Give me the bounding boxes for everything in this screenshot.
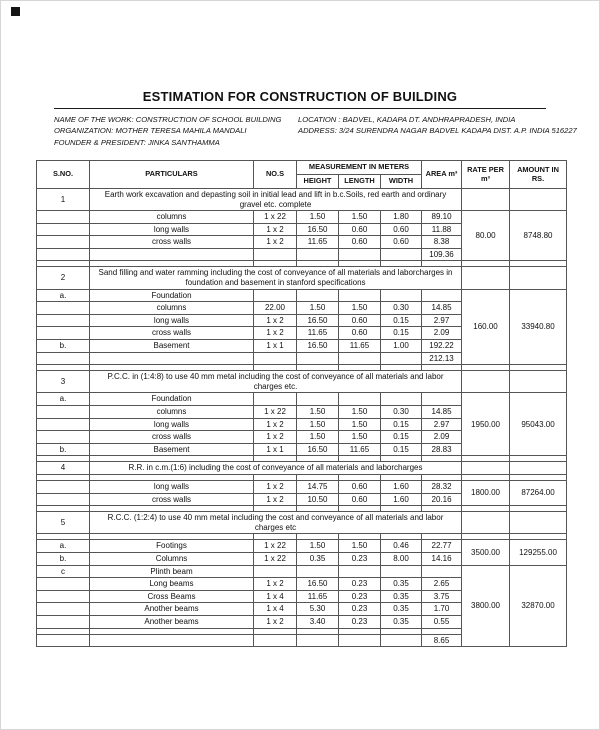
cell: 0.23 [339, 552, 381, 565]
cell: 1 x 2 [254, 480, 297, 493]
cell: 1 x 2 [254, 418, 297, 431]
header-area: AREA m³ [422, 161, 462, 189]
cell [462, 512, 510, 534]
meta-address: ADDRESS: 3/24 SURENDRA NAGAR BADVEL KADAPA DIST. A.P. INDIA 516227 [298, 126, 577, 136]
cell: Sand filling and water ramming including the cost of conveyance of all materials and laborcharges in foundation and basement in stanford specifications [90, 267, 462, 289]
header-particulars: PARTICULARS [90, 161, 254, 189]
cell: 1 x 1 [254, 443, 297, 456]
cell: 0.23 [339, 590, 381, 603]
cell: 16.50 [297, 443, 339, 456]
cell: 1 x 2 [254, 578, 297, 591]
row-s5-plinth-beam [37, 565, 567, 578]
cell: 1.50 [297, 302, 339, 315]
estimation-table [36, 160, 567, 647]
cell: 1 x 4 [254, 603, 297, 616]
cell: 0.60 [339, 236, 381, 249]
row-s4-long-walls [37, 480, 567, 493]
cell [254, 289, 297, 302]
cell: 2 [37, 267, 90, 289]
cell: 1.60 [381, 480, 422, 493]
row-s4-desc [37, 462, 567, 475]
cell [37, 352, 90, 365]
table-header [37, 161, 567, 189]
cell: 1 x 22 [254, 406, 297, 419]
cell: 1.60 [381, 493, 422, 506]
cell [90, 248, 254, 261]
cell: cross walls [90, 327, 254, 340]
cell: Basement [90, 340, 254, 353]
cell: 0.23 [339, 603, 381, 616]
header-amount: AMOUNT IN RS. [510, 161, 567, 189]
cell: 28.83 [422, 443, 462, 456]
cell: 33940.80 [510, 289, 567, 365]
cell: 1 x 22 [254, 540, 297, 553]
cell: 1 [37, 188, 90, 210]
document-content [1, 1, 599, 647]
cell: 1.50 [339, 418, 381, 431]
cell: 8.00 [381, 552, 422, 565]
cell: Columns [90, 552, 254, 565]
header-length: LENGTH [339, 175, 381, 189]
cell: 32870.00 [510, 565, 567, 647]
cell: 1.00 [381, 340, 422, 353]
cell: 1.50 [297, 431, 339, 444]
cell [297, 565, 339, 578]
cell: 0.60 [339, 480, 381, 493]
cell: 22.77 [422, 540, 462, 553]
cell: 0.35 [381, 615, 422, 628]
row-s2-desc [37, 267, 567, 289]
cell [462, 462, 510, 475]
cell [254, 565, 297, 578]
document-meta [54, 114, 577, 148]
cell: 1800.00 [462, 480, 510, 505]
cell: 5.30 [297, 603, 339, 616]
cell: 1.50 [339, 431, 381, 444]
cell: 0.15 [381, 418, 422, 431]
cell: 2.09 [422, 431, 462, 444]
cell: 16.50 [297, 223, 339, 236]
cell: 20.16 [422, 493, 462, 506]
cell: 1 x 2 [254, 431, 297, 444]
cell [381, 352, 422, 365]
cell [462, 267, 510, 289]
cell [37, 223, 90, 236]
cell: 0.15 [381, 443, 422, 456]
cell: 0.15 [381, 431, 422, 444]
cell: 0.30 [381, 302, 422, 315]
cell [339, 352, 381, 365]
cell: 28.32 [422, 480, 462, 493]
cell: 8.38 [422, 236, 462, 249]
cell: R.C.C. (1:2:4) to use 40 mm metal including the cost and conveyance of all materials and labor charges etc [90, 512, 462, 534]
cell: 11.65 [339, 340, 381, 353]
cell: 1 x 22 [254, 552, 297, 565]
cell: 0.46 [381, 540, 422, 553]
cell [254, 393, 297, 406]
cell: 212.13 [422, 352, 462, 365]
cell: 1 x 2 [254, 314, 297, 327]
cell: Cross Beams [90, 590, 254, 603]
cell: R.R. in c.m.(1:6) including the cost of conveyance of all materials and laborcharges [90, 462, 462, 475]
corner-mark [11, 7, 20, 16]
cell: a. [37, 393, 90, 406]
cell: 0.55 [422, 615, 462, 628]
cell [422, 565, 462, 578]
cell [510, 188, 567, 210]
cell [37, 314, 90, 327]
cell [37, 603, 90, 616]
cell: 0.60 [339, 223, 381, 236]
cell [510, 371, 567, 393]
cell: 1950.00 [462, 393, 510, 456]
header-sno: S.NO. [37, 161, 90, 189]
cell: 1 x 2 [254, 236, 297, 249]
row-s2-foundation [37, 289, 567, 302]
cell: 14.85 [422, 406, 462, 419]
cell: cross walls [90, 236, 254, 249]
meta-organization: ORGANIZATION: MOTHER TERESA MAHILA MANDALI [54, 126, 247, 136]
cell: 0.15 [381, 314, 422, 327]
cell: 0.60 [381, 223, 422, 236]
cell [37, 418, 90, 431]
cell: 11.65 [297, 327, 339, 340]
cell [254, 352, 297, 365]
cell: b. [37, 443, 90, 456]
header-nos: NO.S [254, 161, 297, 189]
cell: 11.88 [422, 223, 462, 236]
header-row-1 [37, 161, 567, 175]
cell [339, 634, 381, 647]
cell [37, 590, 90, 603]
cell: 0.15 [381, 327, 422, 340]
cell: 11.65 [297, 590, 339, 603]
cell: b. [37, 340, 90, 353]
cell: a. [37, 289, 90, 302]
cell: 14.85 [422, 302, 462, 315]
cell [297, 634, 339, 647]
cell: Foundation [90, 393, 254, 406]
cell: Another beams [90, 603, 254, 616]
header-rate: RATE PER m³ [462, 161, 510, 189]
cell [297, 352, 339, 365]
cell: 10.50 [297, 493, 339, 506]
cell: 1.80 [381, 211, 422, 224]
header-measurement: MEASUREMENT IN METERS [297, 161, 422, 175]
cell: 0.23 [339, 578, 381, 591]
cell: 14.75 [297, 480, 339, 493]
cell [510, 512, 567, 534]
cell: 1.50 [297, 211, 339, 224]
cell [37, 406, 90, 419]
cell: 8.65 [422, 634, 462, 647]
row-s1-columns [37, 211, 567, 224]
cell: 192.22 [422, 340, 462, 353]
cell: 0.35 [297, 552, 339, 565]
cell: 14.16 [422, 552, 462, 565]
cell: 16.50 [297, 314, 339, 327]
cell: 0.60 [339, 327, 381, 340]
cell: 5 [37, 512, 90, 534]
meta-row-2 [54, 125, 577, 136]
cell: long walls [90, 223, 254, 236]
cell [297, 393, 339, 406]
header-height: HEIGHT [297, 175, 339, 189]
cell: Basement [90, 443, 254, 456]
meta-name-of-work: NAME OF THE WORK: CONSTRUCTION OF SCHOOL BUILDING [54, 115, 282, 124]
cell: 1.50 [297, 540, 339, 553]
cell [37, 493, 90, 506]
cell [339, 565, 381, 578]
cell: long walls [90, 314, 254, 327]
cell: 0.35 [381, 590, 422, 603]
cell: Long beams [90, 578, 254, 591]
cell [297, 248, 339, 261]
cell: 11.65 [339, 443, 381, 456]
cell: 0.60 [381, 236, 422, 249]
document-header [54, 89, 577, 148]
cell [37, 236, 90, 249]
cell [297, 289, 339, 302]
cell [37, 480, 90, 493]
cell [339, 393, 381, 406]
row-s5-footings [37, 540, 567, 553]
cell: long walls [90, 480, 254, 493]
row-s5-desc [37, 512, 567, 534]
cell: 1.50 [297, 418, 339, 431]
cell: 95043.00 [510, 393, 567, 456]
cell: 1.50 [339, 302, 381, 315]
cell: cross walls [90, 431, 254, 444]
cell: 89.10 [422, 211, 462, 224]
cell [37, 302, 90, 315]
cell: columns [90, 302, 254, 315]
cell: long walls [90, 418, 254, 431]
cell: 0.35 [381, 603, 422, 616]
cell: 3800.00 [462, 565, 510, 647]
cell: 3500.00 [462, 540, 510, 565]
cell: 3.75 [422, 590, 462, 603]
cell: 109.36 [422, 248, 462, 261]
cell: 0.23 [339, 615, 381, 628]
header-width: WIDTH [381, 175, 422, 189]
cell: c [37, 565, 90, 578]
cell: 1.50 [297, 406, 339, 419]
cell: 2.97 [422, 418, 462, 431]
cell: Another beams [90, 615, 254, 628]
row-s3-foundation [37, 393, 567, 406]
cell: 1 x 1 [254, 340, 297, 353]
cell: 1.50 [339, 406, 381, 419]
cell [37, 578, 90, 591]
cell: cross walls [90, 493, 254, 506]
cell [381, 393, 422, 406]
meta-row-1 [54, 114, 546, 125]
cell: 1 x 4 [254, 590, 297, 603]
cell: a. [37, 540, 90, 553]
cell: 0.60 [339, 493, 381, 506]
cell: 1 x 2 [254, 327, 297, 340]
cell: 1 x 2 [254, 223, 297, 236]
cell: 80.00 [462, 211, 510, 261]
cell: 1.50 [339, 540, 381, 553]
cell: 1.70 [422, 603, 462, 616]
cell: 1.50 [339, 211, 381, 224]
cell: 22.00 [254, 302, 297, 315]
cell: 2.09 [422, 327, 462, 340]
cell: b. [37, 552, 90, 565]
cell [37, 211, 90, 224]
cell [381, 248, 422, 261]
cell: 160.00 [462, 289, 510, 365]
meta-location: LOCATION : BADVEL, KADAPA DT. ANDHRAPRADESH, INDIA [298, 115, 516, 124]
cell [381, 634, 422, 647]
cell: Earth work excavation and depasting soil in initial lead and lift in b.c.Soils, red earth and ordinary gravel etc. complete [90, 188, 462, 210]
cell: 1 x 22 [254, 211, 297, 224]
cell: 11.65 [297, 236, 339, 249]
cell [510, 462, 567, 475]
cell: P.C.C. in (1:4:8) to use 40 mm metal including the cost of conveyance of all materials and labor charges etc. [90, 371, 462, 393]
cell: 4 [37, 462, 90, 475]
cell: 129255.00 [510, 540, 567, 565]
cell [37, 248, 90, 261]
cell: 16.50 [297, 578, 339, 591]
cell [339, 289, 381, 302]
cell: 0.30 [381, 406, 422, 419]
cell: columns [90, 211, 254, 224]
cell: 1 x 2 [254, 615, 297, 628]
estimation-table-body [37, 188, 567, 646]
cell [37, 327, 90, 340]
cell [90, 634, 254, 647]
cell [381, 289, 422, 302]
cell [422, 289, 462, 302]
cell [510, 267, 567, 289]
cell: 87264.00 [510, 480, 567, 505]
cell: Foundation [90, 289, 254, 302]
cell [90, 352, 254, 365]
row-s3-desc [37, 371, 567, 393]
cell: columns [90, 406, 254, 419]
cell: 3.40 [297, 615, 339, 628]
cell: Plinth beam [90, 565, 254, 578]
cell: 16.50 [297, 340, 339, 353]
cell: 0.60 [339, 314, 381, 327]
cell [462, 188, 510, 210]
cell: 2.65 [422, 578, 462, 591]
cell [339, 248, 381, 261]
meta-row-3 [54, 137, 546, 148]
cell [37, 634, 90, 647]
cell [37, 615, 90, 628]
cell [381, 565, 422, 578]
cell [422, 393, 462, 406]
cell: 0.35 [381, 578, 422, 591]
page-title: ESTIMATION FOR CONSTRUCTION OF BUILDING [54, 89, 546, 109]
cell: Footings [90, 540, 254, 553]
meta-founder: FOUNDER & PRESIDENT: JINKA SANTHAMMA [54, 137, 220, 147]
cell [462, 371, 510, 393]
row-s1-desc [37, 188, 567, 210]
cell: 1 x 2 [254, 493, 297, 506]
cell [254, 634, 297, 647]
cell [37, 431, 90, 444]
cell: 2.97 [422, 314, 462, 327]
cell [254, 248, 297, 261]
cell: 3 [37, 371, 90, 393]
cell: 8748.80 [510, 211, 567, 261]
